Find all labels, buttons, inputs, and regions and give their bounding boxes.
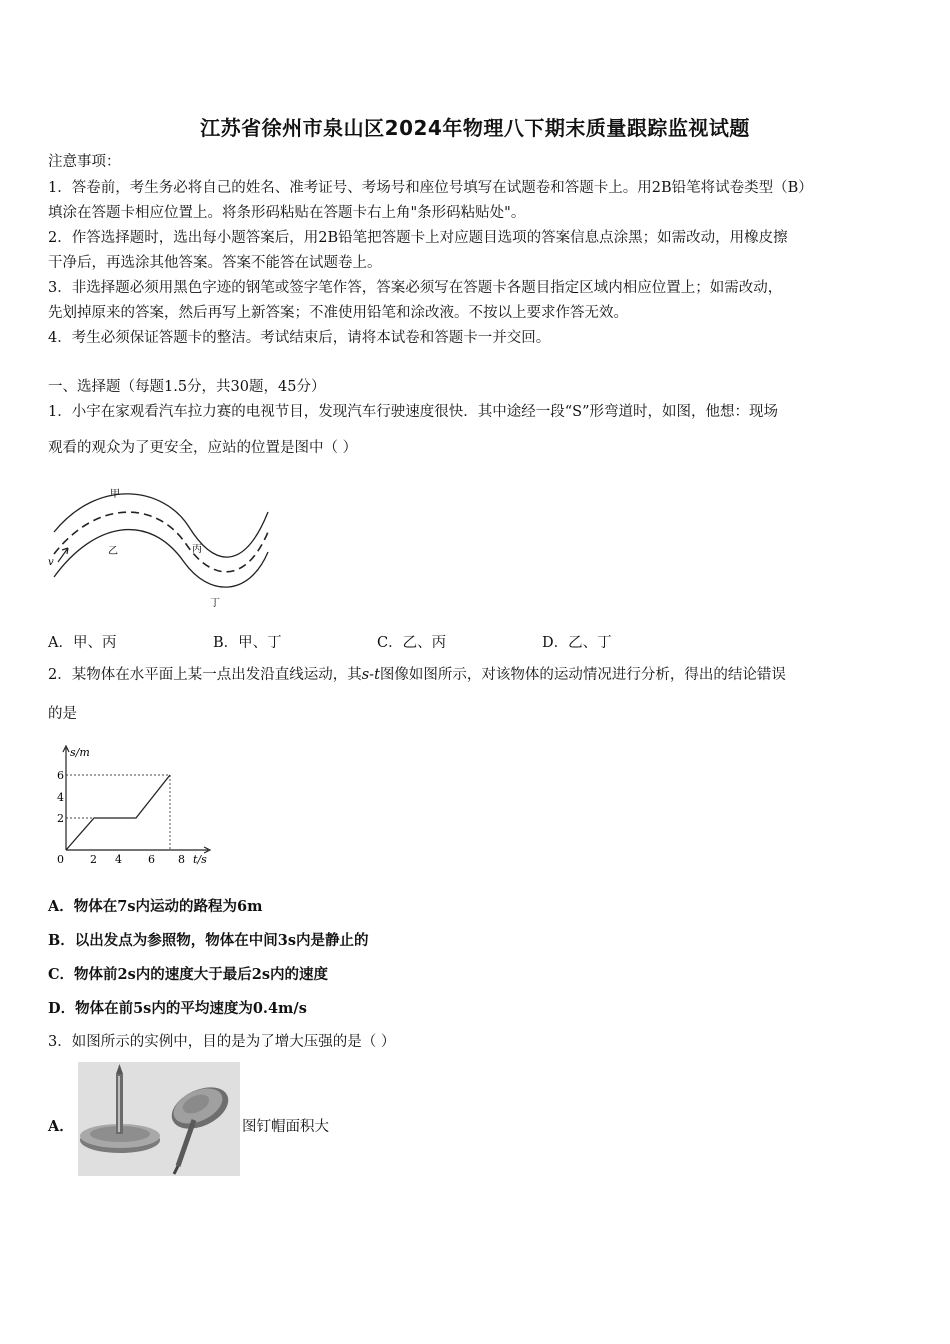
notice-line: 干净后，再选涂其他答案。答案不能答在试题卷上。 <box>48 255 382 271</box>
question-2-line-2: 的是 <box>48 706 77 722</box>
page-title: 江苏省徐州市泉山区2024年物理八下期末质量跟踪监视试题 <box>200 116 750 140</box>
q2-italic: s-t <box>361 667 380 683</box>
question-2-line-1 <box>48 663 908 687</box>
q1-option-d: D．乙、丁 <box>542 635 612 651</box>
graph-ytick: 6 <box>57 769 64 782</box>
graph-xtick: 4 <box>115 853 122 866</box>
q2-suffix: 图像如图所示，对该物体的运动情况进行分析，得出的结论错误 <box>379 667 786 683</box>
q2-option-a: A．物体在7s内运动的路程为6m <box>48 898 263 915</box>
notice-line: 2．作答选择题时，选出每小题答案后，用2B铅笔把答题卡上对应题目选项的答案信息点涂黑；如需改动，用橡皮擦 <box>48 230 788 246</box>
graph-ytick: 4 <box>57 791 64 804</box>
q1-option-a: A．甲、丙 <box>48 635 117 651</box>
q3-option-a-letter: A． <box>48 1118 74 1135</box>
label-ding: 丁 <box>210 598 220 609</box>
notice-line: 先划掉原来的答案，然后再写上新答案；不准使用铅笔和涂改液。不按以上要求作答无效。 <box>48 305 628 321</box>
q1-option-b: B．甲、丁 <box>213 635 282 651</box>
notice-heading: 注意事项： <box>48 154 121 170</box>
q3-option-a-text: 图钉帽面积大 <box>242 1119 329 1135</box>
graph-xtick: 2 <box>90 853 97 866</box>
graph-ytick: 2 <box>57 812 64 825</box>
graph-ylabel: s/m <box>70 746 90 759</box>
notice-line: 填涂在答题卡相应位置上。将条形码粘贴在答题卡右上角"条形码粘贴处"。 <box>48 205 526 221</box>
q2-option-c: C．物体前2s内的速度大于最后2s内的速度 <box>48 966 329 983</box>
graph-xtick: 0 <box>57 853 64 866</box>
question-1-line-2: 观看的观众为了更安全，应站的位置是图中（ ） <box>48 440 358 456</box>
s-t-graph <box>50 742 220 866</box>
q2-option-d: D．物体在前5s内的平均速度为0.4m/s <box>48 1000 307 1017</box>
section-heading: 一、选择题（每题1.5分，共30题，45分） <box>48 379 326 395</box>
graph-xtick: 8 <box>178 853 185 866</box>
notice-line: 3．非选择题必须用黑色字迹的钢笔或签字笔作答，答案必须写在答题卡各题目指定区域内相应位置上；如需改动， <box>48 280 783 296</box>
label-bing: 丙 <box>192 544 202 555</box>
q2-prefix: 2．某物体在水平面上某一点出发沿直线运动，其 <box>48 667 362 683</box>
question-1-line-1: 1．小宇在家观看汽车拉力赛的电视节目，发现汽车行驶速度很快．其中途经一段“S”形弯道时，如图，他想：现场 <box>48 404 778 420</box>
question-3-line-1: 3．如图所示的实例中，目的是为了增大压强的是（ ） <box>48 1034 396 1050</box>
label-v: v <box>48 557 54 568</box>
q1-option-c: C．乙、丙 <box>377 635 447 651</box>
graph-xlabel: t/s <box>193 853 207 866</box>
notice-line: 1．答卷前，考生务必将自己的姓名、准考证号、考场号和座位号填写在试题卷和答题卡上。用2B铅笔将试卷类型（B） <box>48 180 813 196</box>
label-jia: 甲 <box>110 489 120 500</box>
thumbtack-photo <box>78 1062 240 1176</box>
label-yi: 乙 <box>108 546 118 557</box>
graph-xtick: 6 <box>148 853 155 866</box>
q2-option-b: B．以出发点为参照物，物体在中间3s内是静止的 <box>48 932 369 949</box>
notice-line: 4．考生必须保证答题卡的整洁。考试结束后，请将本试卷和答题卡一并交回。 <box>48 330 551 346</box>
s-curve-road-figure <box>44 482 280 612</box>
